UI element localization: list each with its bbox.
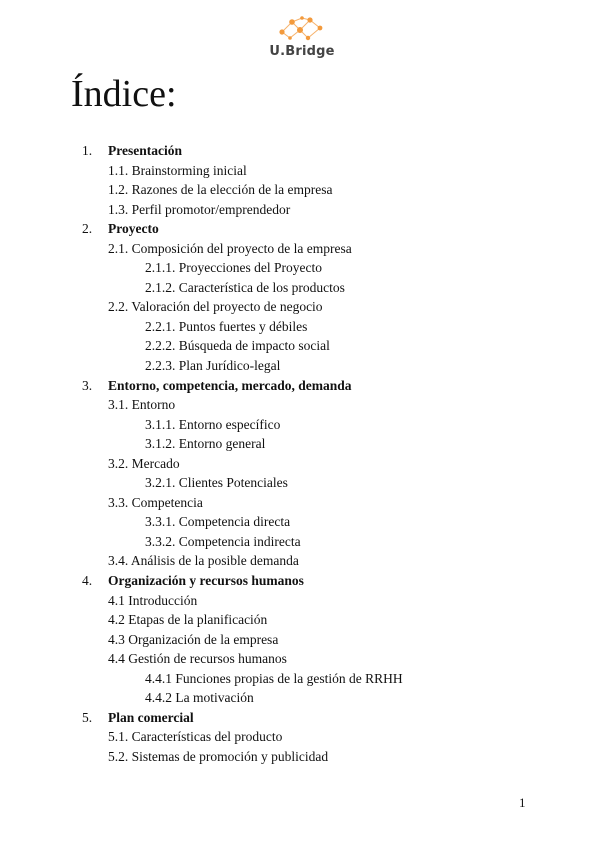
page-number: 1 <box>519 795 526 810</box>
company-logo <box>262 14 342 64</box>
toc-entry-text: 1.3. Perfil promotor/emprendedor <box>108 201 291 217</box>
toc-entry <box>0 688 600 708</box>
toc-entry-text: 2.1.1. Proyecciones del Proyecto <box>145 260 322 276</box>
toc-entry <box>0 571 600 591</box>
toc-entry-text: 4.3 Organización de la empresa <box>108 631 279 647</box>
toc-entry <box>0 395 600 415</box>
toc-entry <box>0 317 600 337</box>
toc-entry <box>0 356 600 376</box>
toc-entry-text: Organización y recursos humanos <box>108 573 304 589</box>
toc-entry <box>0 141 600 161</box>
toc-entry <box>0 649 600 669</box>
toc-entry-text: 3.2. Mercado <box>108 455 180 471</box>
toc-entry <box>0 669 600 689</box>
toc-entry <box>0 161 600 181</box>
toc-entry-text: 2.2.2. Búsqueda de impacto social <box>145 338 330 354</box>
toc-entry <box>0 591 600 611</box>
toc-entry-text: 5.1. Características del producto <box>108 729 283 745</box>
toc-entry <box>0 219 600 239</box>
toc-entry-text: 3.1.1. Entorno específico <box>145 416 281 432</box>
toc-entry <box>0 473 600 493</box>
toc-entry-text: 4.4.1 Funciones propias de la gestión de RRHH <box>145 670 403 686</box>
toc-entry <box>0 610 600 630</box>
toc-entry-text: 2.1. Composición del proyecto de la empresa <box>108 240 352 256</box>
toc-entry <box>0 747 600 767</box>
table-of-contents <box>0 141 600 767</box>
toc-entry <box>0 200 600 220</box>
toc-entry-text: 4.1 Introducción <box>108 592 198 608</box>
toc-entry <box>0 454 600 474</box>
toc-entry-text: 1.1. Brainstorming inicial <box>108 162 247 178</box>
page-title: Índice: <box>71 73 177 115</box>
toc-entry-text: 5.2. Sistemas de promoción y publicidad <box>108 748 329 764</box>
toc-entry-text: 4.4 Gestión de recursos humanos <box>108 651 287 667</box>
toc-entry-text: 2.1.2. Característica de los productos <box>145 279 345 295</box>
toc-entry-text: Entorno, competencia, mercado, demanda <box>108 377 352 393</box>
toc-entry-text: 3.4. Análisis de la posible demanda <box>108 553 299 569</box>
toc-entry <box>0 415 600 435</box>
toc-entry-text: Proyecto <box>108 221 159 237</box>
toc-entry-number: 2. <box>82 221 93 237</box>
toc-entry-text: Plan comercial <box>108 709 194 725</box>
toc-entry-text: 3.1.2. Entorno general <box>145 436 266 452</box>
toc-entry-text: 2.2. Valoración del proyecto de negocio <box>108 299 323 315</box>
toc-entry-text: 2.2.1. Puntos fuertes y débiles <box>145 318 308 334</box>
toc-entry-text: 4.4.2 La motivación <box>145 690 254 706</box>
logo-text: U.Bridge <box>269 44 335 59</box>
toc-entry-text: 2.2.3. Plan Jurídico-legal <box>145 358 281 374</box>
toc-entry-text: 1.2. Razones de la elección de la empresa <box>108 182 333 198</box>
toc-entry-text: 4.2 Etapas de la planificación <box>108 612 268 628</box>
toc-entry-text: Presentación <box>108 143 182 158</box>
toc-entry-text: 3.3.1. Competencia directa <box>145 514 291 530</box>
toc-entry <box>0 239 600 259</box>
toc-entry <box>0 512 600 532</box>
toc-entry <box>0 376 600 396</box>
toc-entry <box>0 434 600 454</box>
toc-entry <box>0 258 600 278</box>
toc-entry <box>0 336 600 356</box>
toc-entry <box>0 727 600 747</box>
toc-entry-number: 5. <box>82 709 93 725</box>
toc-entry <box>0 708 600 728</box>
toc-entry-number: 3. <box>82 377 93 393</box>
toc-entry <box>0 278 600 298</box>
toc-entry <box>0 532 600 552</box>
network-nodes-icon <box>276 14 328 44</box>
toc-entry-number: 4. <box>82 573 93 589</box>
toc-entry-text: 3.2.1. Clientes Potenciales <box>145 475 288 491</box>
toc-entry-number: 1. <box>82 143 93 158</box>
toc-entry-text: 3.3.2. Competencia indirecta <box>145 533 301 549</box>
toc-entry <box>0 493 600 513</box>
toc-entry <box>0 180 600 200</box>
toc-entry <box>0 551 600 571</box>
toc-entry-text: 3.3. Competencia <box>108 494 203 510</box>
toc-entry <box>0 630 600 650</box>
toc-entry <box>0 297 600 317</box>
toc-entry-text: 3.1. Entorno <box>108 397 176 413</box>
